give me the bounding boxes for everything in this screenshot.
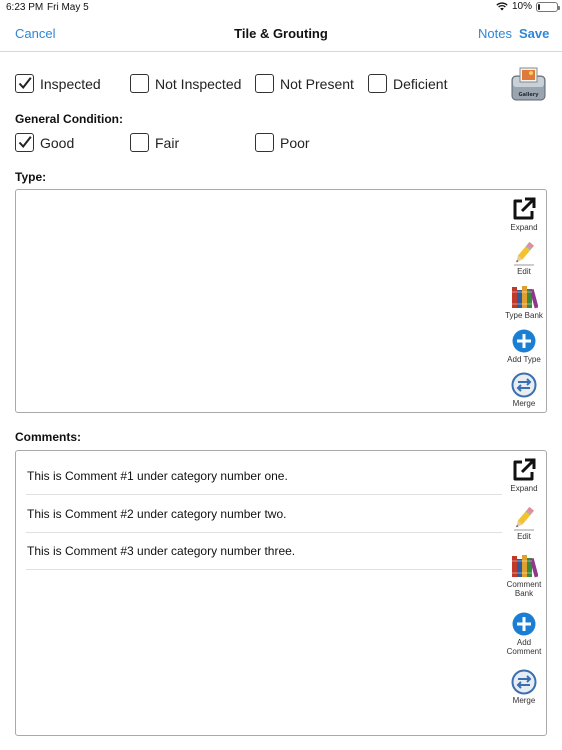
add-type-button[interactable] bbox=[502, 328, 546, 364]
status-bar bbox=[0, 0, 562, 16]
type-label: Type: bbox=[15, 170, 47, 184]
comment-item[interactable]: This is Comment #2 under category number two. bbox=[26, 495, 502, 533]
notes-button[interactable]: Notes bbox=[478, 26, 512, 41]
comments-label: Comments: bbox=[15, 430, 82, 444]
merge-icon bbox=[511, 669, 537, 695]
books-icon bbox=[510, 284, 538, 310]
status-date: Fri May 5 bbox=[47, 2, 89, 13]
books-icon bbox=[510, 553, 538, 579]
checkbox-not-inspected[interactable] bbox=[130, 74, 241, 93]
comments-expand-button[interactable] bbox=[502, 457, 546, 493]
type-bank-button[interactable] bbox=[502, 284, 546, 320]
comments-edit-button[interactable] bbox=[502, 505, 546, 541]
expand-icon bbox=[511, 196, 537, 222]
checkbox-box[interactable] bbox=[15, 133, 34, 152]
tool-label: Merge bbox=[512, 399, 536, 408]
page-title: Tile & Grouting bbox=[234, 26, 328, 41]
checkmark-icon bbox=[17, 134, 33, 150]
nav-bar bbox=[0, 16, 562, 52]
gallery-button[interactable] bbox=[511, 67, 546, 101]
comment-item[interactable]: This is Comment #1 under category number one. bbox=[26, 457, 502, 495]
checkbox-inspected[interactable] bbox=[15, 74, 101, 93]
comments-merge-button[interactable] bbox=[502, 669, 546, 705]
tool-label bbox=[507, 638, 542, 656]
type-panel[interactable] bbox=[15, 189, 547, 413]
tool-label-line: Bank bbox=[514, 589, 534, 598]
plus-circle-icon bbox=[511, 328, 537, 354]
tool-label: Edit bbox=[517, 267, 531, 276]
checkbox-label: Not Inspected bbox=[155, 75, 242, 92]
comments-panel[interactable] bbox=[15, 450, 547, 736]
tool-label: Expand bbox=[510, 484, 538, 493]
tool-label: Expand bbox=[510, 223, 538, 232]
comment-bank-button[interactable] bbox=[502, 553, 546, 598]
tool-label: Type Bank bbox=[505, 311, 543, 320]
checkbox-box[interactable] bbox=[130, 74, 149, 93]
expand-icon bbox=[511, 457, 537, 483]
battery-percent: 10% bbox=[511, 1, 532, 12]
general-condition-label: General Condition: bbox=[15, 112, 123, 126]
gallery-icon bbox=[511, 67, 546, 101]
type-expand-button[interactable] bbox=[502, 196, 546, 232]
status-right bbox=[496, 1, 558, 12]
plus-circle-icon bbox=[511, 611, 537, 637]
comment-item[interactable]: This is Comment #3 under category number three. bbox=[26, 532, 502, 570]
checkbox-fair[interactable] bbox=[130, 133, 179, 152]
add-comment-button[interactable] bbox=[502, 611, 546, 656]
tool-label-line: Add bbox=[516, 638, 532, 647]
checkmark-icon bbox=[17, 75, 33, 91]
pencil-icon bbox=[511, 505, 537, 531]
tool-label: Edit bbox=[517, 532, 531, 541]
merge-icon bbox=[511, 372, 537, 398]
save-button[interactable]: Save bbox=[519, 26, 550, 41]
wifi-icon bbox=[496, 2, 508, 11]
type-edit-button[interactable] bbox=[502, 240, 546, 276]
checkbox-label: Fair bbox=[155, 134, 180, 151]
checkbox-label: Inspected bbox=[40, 75, 101, 92]
checkbox-poor[interactable] bbox=[255, 133, 310, 152]
checkbox-label: Deficient bbox=[393, 75, 448, 92]
tool-label: Add Type bbox=[507, 355, 541, 364]
status-time: 6:23 PM bbox=[6, 2, 44, 13]
tool-label-line: Comment bbox=[506, 580, 542, 589]
checkbox-label: Poor bbox=[280, 134, 310, 151]
checkbox-box[interactable] bbox=[255, 133, 274, 152]
checkbox-label: Not Present bbox=[280, 75, 354, 92]
tool-label-line: Comment bbox=[506, 647, 542, 656]
battery-icon bbox=[536, 2, 558, 12]
tool-label: Merge bbox=[512, 696, 536, 705]
checkbox-box[interactable] bbox=[255, 74, 274, 93]
checkbox-box[interactable] bbox=[130, 133, 149, 152]
pencil-icon bbox=[511, 240, 537, 266]
checkbox-deficient[interactable] bbox=[368, 74, 447, 93]
checkbox-box[interactable] bbox=[15, 74, 34, 93]
checkbox-not-present[interactable] bbox=[255, 74, 354, 93]
type-merge-button[interactable] bbox=[502, 372, 546, 408]
checkbox-label: Good bbox=[40, 134, 75, 151]
cancel-button[interactable]: Cancel bbox=[15, 26, 56, 41]
tool-label bbox=[507, 580, 542, 598]
checkbox-box[interactable] bbox=[368, 74, 387, 93]
gallery-icon-label: Gallery bbox=[518, 92, 539, 98]
checkbox-good[interactable] bbox=[15, 133, 74, 152]
